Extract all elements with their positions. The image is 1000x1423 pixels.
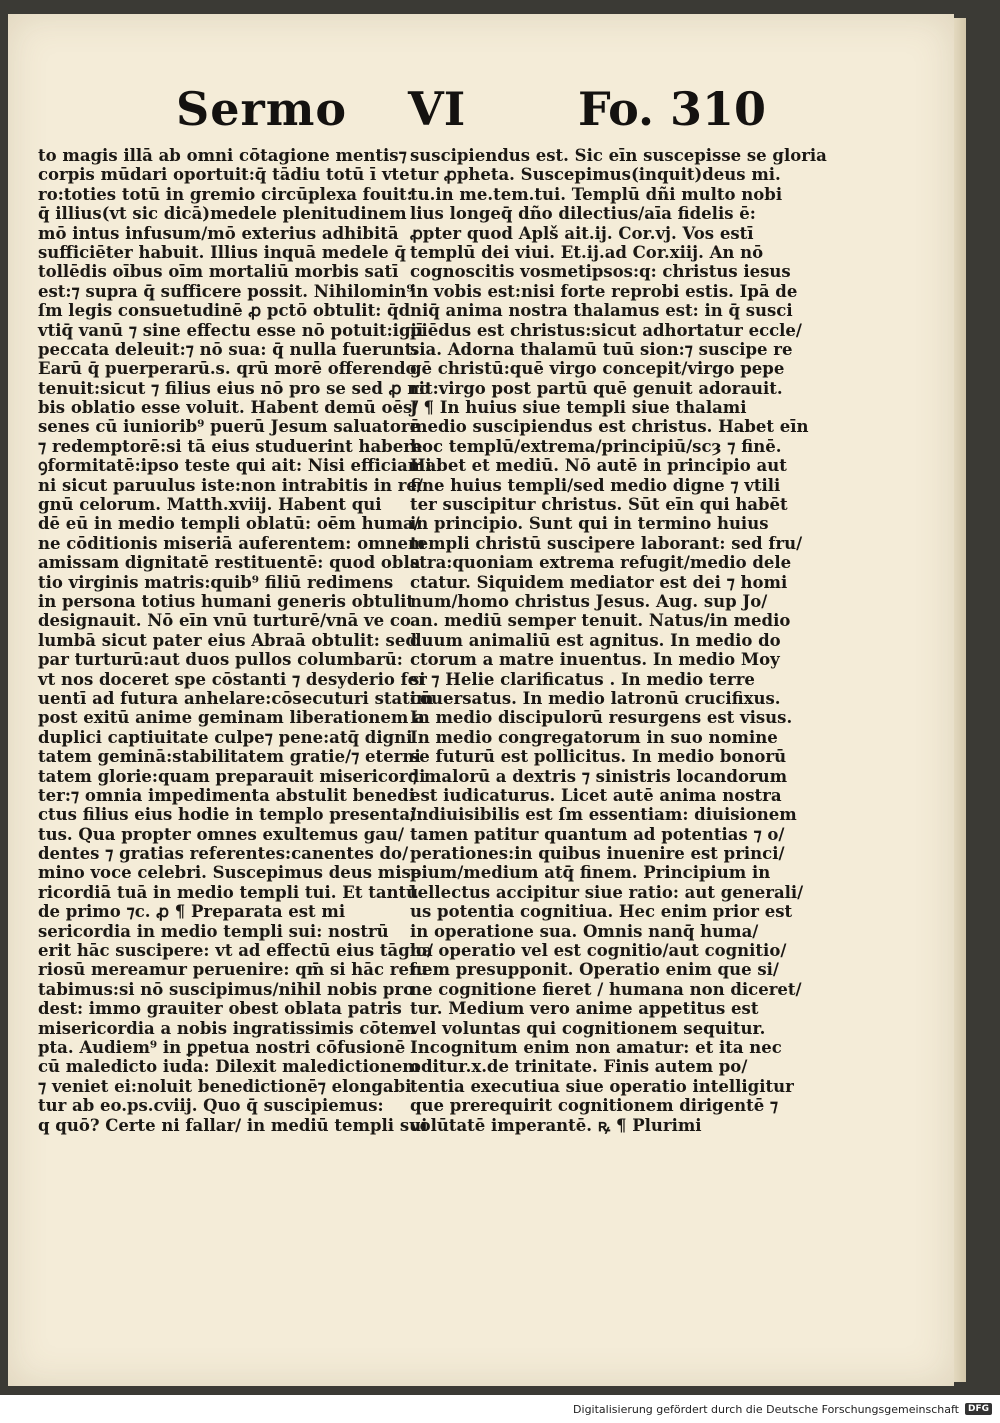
text-line: tollēdis oībus oīm mortaliū morbis satī [38,262,399,282]
header-title: Sermo [176,82,348,136]
text-line: Incognitum enim non amatur: et ita nec [410,1037,782,1057]
text-line: ne cognitione fieret / humana non diceret/ [410,979,802,999]
footer-credit: Digitalisierung gefördert durch die Deutsche Forschungsgemeinschaft [573,1402,959,1416]
text-line: In medio discipulorū resurgens est visus. [410,708,793,728]
text-line: cōuersatus. In medio latronū crucifixus. [410,688,781,708]
text-line: sericordia in medio templi sui: nostrū [38,921,389,941]
text-line: est iudicaturus. Licet autē anima nostra [410,785,782,805]
text-line: rit:virgo post partū quē genuit adorauit. [410,378,783,398]
text-line: ctatur. Siquidem mediator est dei ⁊ homi [410,572,788,592]
text-line: lumbā sicut pater eius Abraā obtulit: sed [38,630,417,650]
text-line: sia. Adorna thalamū tuū sion:⁊ suscipe re [410,339,793,359]
text-line: riosū mereamur peruenire: qm̄ si hāc refu [38,960,429,980]
text-line: peccata deleuit:⁊ nō sua: q̄ nulla fuerunt. [38,339,419,359]
text-line: templū dei viui. Et.ij.ad Cor.xiij. An nō [410,242,764,262]
right-column [410,146,827,1135]
text-line: pta. Audiem⁹ in ꝑpetua nostri cōfusionē [38,1037,406,1057]
text-line: ctorum a matre inuentus. In medio Moy [410,650,780,670]
text-line: ctus filius eius hodie in templo presenta/ [38,805,417,825]
text-line: na operatio vel est cognitio/aut cognitio/ [410,941,787,961]
text-line: tur ꝓpheta. Suscepimus(inquit)deus mi. [410,165,781,185]
text-line: erit hāc suscipere: vt ad effectū eius tāglo/ [38,941,434,961]
text-line: Earū q̄ puerperarū.s. qrū morē offerendo [38,359,417,379]
text-line: tentia executiua siue operatio intelligitur [410,1076,794,1096]
text-line: corpis mūdari oportuit:q̄ tādiu totū ī vte [38,165,410,185]
text-line: an. mediū semper tenuit. Natus/in medio [410,611,791,631]
text-line: ⁊ redemptorē:si tā eius studuerint habere [38,436,423,456]
text-line: gē christū:quē virgo concepit/virgo pepe [410,359,785,379]
text-line: in operatione sua. Omnis nanq̄ huma/ [410,921,759,941]
text-line: mino voce celebri. Suscepimus deus mise [38,863,422,883]
text-line: sufficiēter habuit. Illius inquā medele q̄ [38,242,406,262]
text-line: vt nos doceret spe cōstanti ⁊ desyderio fer [38,669,427,689]
text-line: designauit. Nō eīn vnū turturē/vnā ve co [38,611,411,631]
text-line: hoc templū/extrema/principiū/scȝ ⁊ finē. [410,436,782,456]
digitization-footer [573,1400,992,1418]
text-line: tellectus accipitur siue ratio: aut generali/ [410,882,804,902]
text-line: dest: immo grauiter obest oblata patris [38,999,402,1019]
text-line: cognoscitis vosmetipsos:q: christus iesus [410,262,791,282]
text-line: tatem geminā:stabilitatem gratie/⁊ eterni [38,747,421,767]
text-line: ne cōditionis miseriā auferentem: omnem [38,533,426,553]
text-line: medio suscipiendus est christus. Habet eīn [410,417,809,437]
text-line: ꝓpter quod Aplš ait.ij. Cor.vj. Vos estī [410,223,754,243]
text-line: duplici captiuitate culpe⁊ pene:atq̄ digni [38,727,413,747]
text-line: in persona totius humani generis obtulit [38,591,415,611]
text-line: vtiq̄ vanū ⁊ sine effectu esse nō potuit:igiī [38,320,424,340]
text-line: gnū celorum. Matth.xviij. Habent qui [38,495,382,515]
running-header [8,82,954,142]
text-line: oditur.x.de trinitate. Finis autem po/ [410,1057,748,1077]
text-line: in principio. Sunt qui in termino huius [410,514,769,534]
text-line: senes cū iuniorib⁹ puerū Jesum saluatorē [38,417,421,437]
text-line: niq̄ anima nostra thalamus est: in q̄ susci [410,301,793,321]
text-line: ſm legis consuetudinē ꝓ pctō obtulit: q̄d [38,301,411,321]
text-line: J ¶ In huius siue templi siue thalami [410,398,747,418]
text-line: to magis illā ab omni cōtagione mentis⁊ [38,146,407,165]
text-line: piēdus est christus:sicut adhortatur eccle/ [410,320,802,340]
text-line: stra:quoniam extrema refugit/medio dele [410,553,792,573]
text-line: Habet et mediū. Nō autē in principio aut [410,456,787,476]
text-line: ro:toties totū in gremio circūplexa fouit: [38,184,413,204]
text-line: in vobis est:nisi forte reprobi estis. Ipā de [410,281,798,301]
text-line: bis oblatio esse voluit. Habent demū oēs/ [38,398,419,418]
header-sermon-number: VI [408,82,466,136]
text-line: duum animaliū est agnitus. In medio do [410,630,781,650]
text-line: ter suscipitur christus. Sūt eīn qui habēt [410,495,788,515]
text-line: suscipiendus est. Sic eīn suscepisse se gloria [410,146,827,165]
text-line: tabimus:si nō suscipimus/nihil nobis pro [38,979,415,999]
text-line: ⁊ malorū a dextris ⁊ sinistris locandorum [410,766,788,786]
text-line: tu.in me.tem.tui. Templū dñi multo nobi [410,184,783,204]
text-line: uentī ad futura anhelare:cōsecuturi statim [38,688,434,708]
text-line: dentes ⁊ gratias referentes:canentes do/ [38,844,409,864]
text-line: tus. Qua propter omnes exultemus gau/ [38,824,404,844]
book-page [8,14,954,1386]
text-line: tur. Medium vero anime appetitus est [410,999,759,1019]
dfg-logo: DFG [965,1403,992,1415]
text-line: indiuisibilis est ſm essentiam: diuisionem [410,805,797,825]
text-line: us potentia cognitiua. Hec enim prior est [410,902,793,922]
text-line: perationes:in quibus inuenire est princi/ [410,844,785,864]
text-line: ricordiā tuā in medio templi tui. Et tantū [38,882,419,902]
left-column [38,146,434,1135]
text-line: ꝯformitatē:ipso teste qui ait: Nisi efficiami [38,456,432,476]
text-line: volūtatē imperantē. ꝶ ¶ Plurimi [410,1115,702,1135]
text-line: si ⁊ Helie clarificatus . In medio terre [410,669,755,689]
text-line: nem presupponit. Operatio enim que si/ [410,960,779,980]
header-folio: Fo. 310 [578,82,767,136]
text-line: lius longeq̄ dño dilectius/aīa fidelis ē: [410,204,756,224]
text-line: vel voluntas qui cognitionem sequitur. [410,1018,766,1038]
text-line: q̄ illius(vt sic dicā)medele plenitudinem [38,204,407,224]
text-line: se futurū est pollicitus. In medio bonorū [410,747,787,767]
text-line: post exitū anime geminam liberationem a [38,708,425,728]
text-line: tamen patitur quantum ad potentias ⁊ o/ [410,824,785,844]
text-line: cū maledicto iuda: Dilexit maledictionem [38,1057,420,1077]
text-line: mō intus infusum/mō exterius adhibitā [38,223,399,243]
text-line: ter:⁊ omnia impedimenta abstulit benedi [38,785,415,805]
text-line: par turturū:aut duos pullos columbarū: [38,650,403,670]
text-line: est:⁊ supra q̄ sufficere possit. Nihilomin⁹ [38,281,414,301]
text-line: tatem glorie:quam preparauit misericordi [38,766,426,786]
page-edge [952,18,966,1382]
text-line: ni sicut paruulus iste:non intrabitis in re/ [38,475,423,495]
text-line: misericordia a nobis ingratissimis cōtem [38,1018,417,1038]
text-line: ⁊ veniet ei:noluit benedictionē⁊ elongabi [38,1076,412,1096]
text-line: In medio congregatorum in suo nomine [410,727,778,747]
text-line: tio virginis matris:quib⁹ filiū redimens [38,572,394,592]
text-line: tur ab eo.ps.cviij. Quo q̄ suscipiemus: [38,1096,384,1116]
text-line: fine huius templi/sed medio digne ⁊ vtili [410,475,781,495]
text-line: templi christū suscipere laborant: sed fru/ [410,533,803,553]
text-line: pium/medium atq̄ finem. Principium in [410,863,771,883]
text-line: dē eū in medio templi oblatū: oēm huma/ [38,514,420,534]
text-line: tenuit:sicut ⁊ filius eius nō pro se sed ꝓ no [38,378,431,398]
text-line: amissam dignitatē restituentē: quod obla [38,553,421,573]
text-line: num/homo christus Jesus. Aug. sup Jo/ [410,591,768,611]
text-line: de primo ⁊c. ꝓ ¶ Preparata est mi [38,902,346,922]
text-line: q quō? Certe ni fallar/ in mediū templi sui [38,1115,428,1135]
text-line: que prerequirit cognitionem dirigentē ⁊ [410,1096,779,1116]
